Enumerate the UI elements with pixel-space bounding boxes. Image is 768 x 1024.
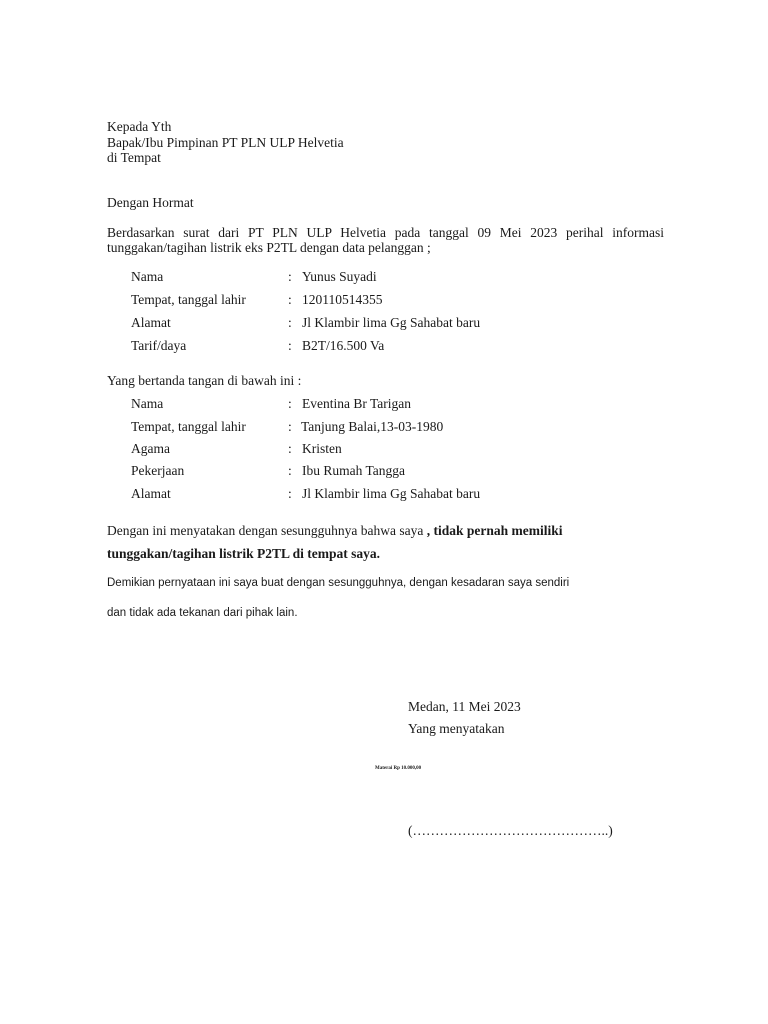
place-date: Medan, 11 Mei 2023 <box>408 699 521 714</box>
signer-row-religion <box>131 440 651 458</box>
greeting: Dengan Hormat <box>107 195 194 210</box>
field-value: Eventina Br Tarigan <box>302 396 412 411</box>
signer-row-birth <box>131 418 651 436</box>
customer-row-name <box>131 268 651 286</box>
field-colon: : <box>288 315 292 330</box>
field-label: Pekerjaan <box>131 463 185 478</box>
recipient-line-2: Bapak/Ibu Pimpinan PT PLN ULP Helvetia <box>107 135 344 150</box>
statement-normal: Dengan ini menyatakan dengan sesungguhnya bahwa saya <box>107 523 427 538</box>
field-colon: : <box>288 269 292 284</box>
field-colon: : <box>288 419 292 434</box>
recipient-line-1: Kepada Yth <box>107 119 172 134</box>
signer-row-name <box>131 395 651 413</box>
intro-line-1: Berdasarkan surat dari PT PLN ULP Helvetia pada tanggal 09 Mei 2023 perihal informasi <box>107 225 664 240</box>
field-value: Ibu Rumah Tangga <box>302 463 406 478</box>
field-label: Tempat, tanggal lahir <box>131 292 246 307</box>
field-label: Nama <box>131 396 164 411</box>
field-label: Tarif/daya <box>131 338 187 353</box>
field-colon: : <box>288 441 292 456</box>
field-label: Agama <box>131 441 170 456</box>
field-value: Yunus Suyadi <box>302 269 377 284</box>
statement-line-1 <box>107 523 563 539</box>
field-colon: : <box>288 486 292 501</box>
field-value: Jl Klambir lima Gg Sahabat baru <box>302 486 481 501</box>
field-label: Nama <box>131 269 164 284</box>
statement-line-2: tunggakan/tagihan listrik P2TL di tempat saya. <box>107 546 381 561</box>
field-value: Jl Klambir lima Gg Sahabat baru <box>302 315 481 330</box>
field-label: Alamat <box>131 315 171 330</box>
signer-intro: Yang bertanda tangan di bawah ini : <box>107 373 302 388</box>
signature-title: Yang menyatakan <box>408 721 505 736</box>
field-colon: : <box>288 396 292 411</box>
field-value: Tanjung Balai,13-03-1980 <box>301 419 444 434</box>
customer-row-address <box>131 314 651 332</box>
field-value: Kristen <box>302 441 342 456</box>
closing-line-2: dan tidak ada tekanan dari pihak lain. <box>107 607 298 619</box>
closing-line-1: Demikian pernyataan ini saya buat dengan sesungguhnya, dengan kesadaran saya sendiri <box>107 577 570 589</box>
field-value: B2T/16.500 Va <box>302 338 385 353</box>
customer-row-birth <box>131 291 651 309</box>
field-colon: : <box>288 292 292 307</box>
field-colon: : <box>288 463 292 478</box>
signer-row-occupation <box>131 462 651 480</box>
intro-line-2: tunggakan/tagihan listrik eks P2TL dengan data pelanggan ; <box>107 240 431 255</box>
recipient-line-3: di Tempat <box>107 150 161 165</box>
field-label: Alamat <box>131 486 171 501</box>
statement-bold: , tidak pernah memiliki <box>426 523 563 538</box>
field-colon: : <box>288 338 292 353</box>
field-label: Tempat, tanggal lahir <box>131 419 246 434</box>
field-value: 120110514355 <box>302 292 383 307</box>
signature-name-placeholder: (……………………………………..) <box>408 823 613 838</box>
customer-row-tariff <box>131 337 651 355</box>
stamp-label: Materai Rp 10.000,00 <box>375 766 422 771</box>
signer-row-address <box>131 485 651 503</box>
